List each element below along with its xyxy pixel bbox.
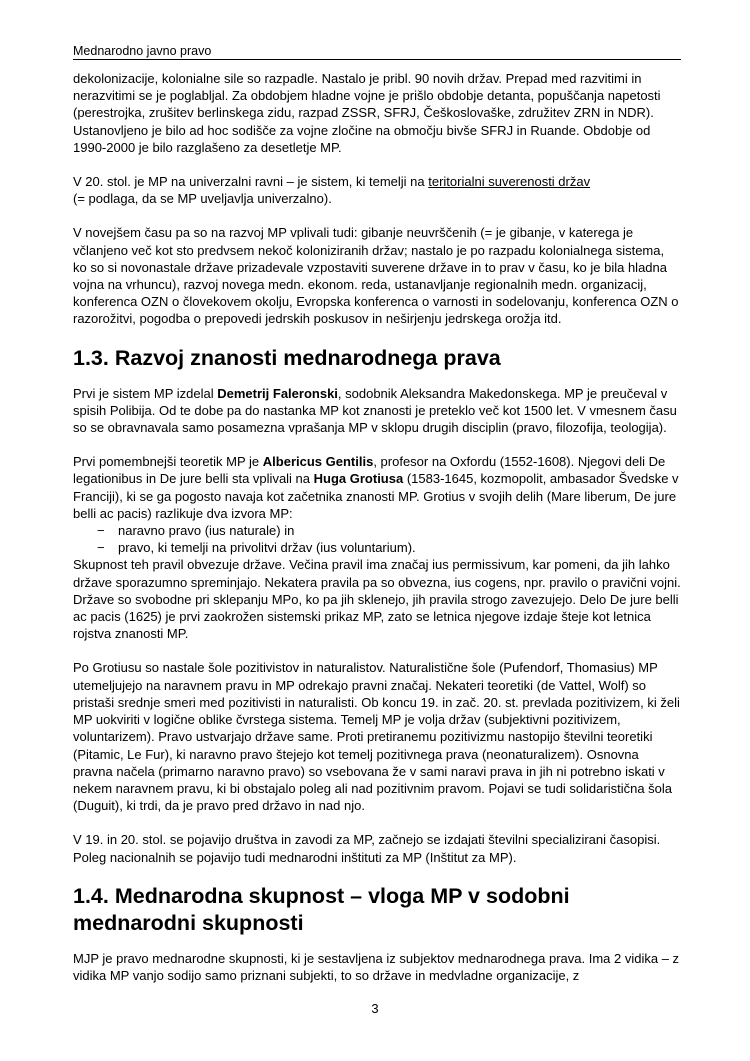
page-number: 3 [371, 1001, 379, 1016]
paragraph-gentilis-grotius [73, 453, 681, 642]
section-heading-1-3: 1.3. Razvoj znanosti mednarodnega prava [73, 345, 501, 370]
dash-bullet: − [97, 540, 105, 556]
paragraph-societies: V 19. in 20. stol. se pojavijo društva in zavodi za MP, začnejo se izdajati številni specializirani časopisi. Poleg nacionalnih se pojavijo tudi mednarodni inštituti za MP (Inštitut za MP). [73, 832, 661, 865]
list-item [73, 522, 681, 539]
paragraph-grotius-body: (1583-1645, kozmopolit, ambasador Švedske v Franciji), ki se ga pogosto navaja kot začetnika znanosti MP. Grotius v svojih delih (Mare liberum, De jure belli ac pacis) razlikuje dva izvora MP: [73, 471, 679, 521]
dash-bullet: − [97, 523, 105, 539]
paragraph-faleronski-body: , sodobnik Aleksandra Makedonskega. MP je preučeval v spisih Polibija. Od te dobe pa do nastanka MP kot znanosti je preteklo več kot 1500 let. V vmesnem času so se obravnavala samo posamezna vprašanja MP v sklopu drugih disciplin (pravo, filozofija, teologija). [73, 385, 677, 436]
paragraph-gentilis-middle: , profesor na Oxfordu (1552-1608). Njegovi deli De legationibus in De jure belli sta vplivali na [73, 454, 666, 487]
paragraph-ius-cogens: Skupnost teh pravil obvezuje države. Večina pravil ima značaj ius permissivum, kar pomeni, da jih lahko države sporazumno spreminjajo. Nekatera pravila pa so obvezna, ius cogens, npr. pravilo o pravični vojni. Države so svobodne pri sklepanju MPo, ko pa jih sklenejo, jih pravila strogo zavezujejo. Delo De jure belli ac pacis (1625) je prvi zaokrožen sistemski prikaz MP, zato se letnica njegove izdaje šteje kot letnica rojstva znanosti MP. [73, 557, 681, 642]
paragraph-decolonization: dekolonizacije, kolonialne sile so razpadle. Nastalo je pribl. 90 novih držav. Prepad med razvitimi in nerazvitimi se je poglabljal. Za obdobjem hladne vojne je prišlo obdobje detanta, popuščanja napetosti (perestrojka, zrušitev berlinskega zidu, razpad ZSSR, SFRJ, Češkoslovaške, združitev ZRN in NDR). Ustanovljeno je bilo ad hoc sodišče za vojne zločine na območju bivše SFRJ in Ruande. Obdobje od 1990-2000 je bilo razglašeno za desetletje MP. [73, 71, 661, 155]
paragraph-gentilis-intro: Prvi pomembnejši teoretik MP je [73, 454, 263, 470]
paragraph-universal-mp-text: V 20. stol. je MP na univerzalni ravni – je sistem, ki temelji na [73, 174, 429, 190]
paragraph-schools: Po Grotiusu so nastale šole pozitivistov in naturalistov. Naturalistične šole (Pufendorf, Thomasius) MP utemeljujejo na naravnem pravu in MP odrekajo pravni značaj. Nekateri teoretiki (de Vattel, Wolf) so pristaši srednje smeri med pozitivisti in naturalisti. Ob koncu 19. in zač. 20. st. prevlada pozitivizem, ki želi MP uokviriti v logične oblike čvrstega sistema. Temelj MP je volja držav (subjektivni pozitivizem, voluntarizem). Pravo ustvarjajo države same. Proti pretiranemu pozitivizmu nastopijo številni teoretiki (Pitamic, Le Fur), ki naravno pravo štejejo kot temelj pozitivnega prava (neonaturalizem). Osnovna pravna načela (primarno naravno pravo) so vsebovana že v sami naravi prava in jih ni potrebno iskati v nekem naravnem pravu, ki bi obstajalo poleg ali nad pozitivnim pravom. Pojavi se tudi solidaristična šola (Duguit), ki trdi, da je pravo pred državo in nad njo. [73, 660, 680, 814]
page-content [73, 70, 681, 984]
list-item-text: naravno pravo (ius naturale) in [118, 523, 295, 539]
name-huga-grotiusa: Huga Grotiusa [313, 471, 404, 487]
paragraph-international-community: MJP je pravo mednarodne skupnosti, ki je sestavljena iz subjektov mednarodnega prava. Ima 2 vidika – z vidika MP vanjo sodijo samo priznani subjekti, to so države in medvladne organizacije, z [73, 950, 680, 983]
paragraph-universal-mp-note: (= podlaga, da se MP uveljavlja univerzalno). [73, 191, 332, 207]
paragraph-recent-influences: V novejšem času pa so na razvoj MP vplivali tudi: gibanje neuvrščenih (= je gibanje, v katerega je včlanjeno več kot sto predvsem nekoč koloniziranih držav; nastalo je po razpadu kolonialnega sistema, ko so si novonastale države prizadevale vzpostaviti suverene države in to prav v času, ko je bila hladna vojna na vrhuncu), razvoj novega medn. ekonom. reda, ustanavljanje regionalnih medn. organizacij, konferenca OZN o človekovem okolju, Evropska konferenca o varnosti in sodelovanju, konferenca OZN o razorožitvi, pogodba o prepovedi jedrskih poskusov in neširjenju jedrskega orožja itd. [73, 225, 679, 327]
list-item [73, 539, 681, 556]
territorial-sovereignty-underlined: teritorialni suverenosti držav [428, 174, 591, 190]
name-albericus-gentilis: Albericus Gentilis [262, 454, 374, 470]
sources-list [73, 522, 681, 556]
paragraph-faleronski [73, 385, 681, 437]
paragraph-faleronski-intro: Prvi je sistem MP izdelal [73, 385, 218, 401]
list-item-text: pravo, ki temelji na privolitvi držav (ius voluntarium). [118, 540, 416, 556]
name-demetrij-faleronski: Demetrij Faleronski [217, 385, 338, 401]
paragraph-universal-mp [73, 173, 681, 207]
running-header: Mednarodno javno pravo [73, 43, 681, 60]
section-heading-1-4: 1.4. Mednarodna skupnost – vloga MP v sodobni mednarodni skupnosti [73, 883, 570, 935]
